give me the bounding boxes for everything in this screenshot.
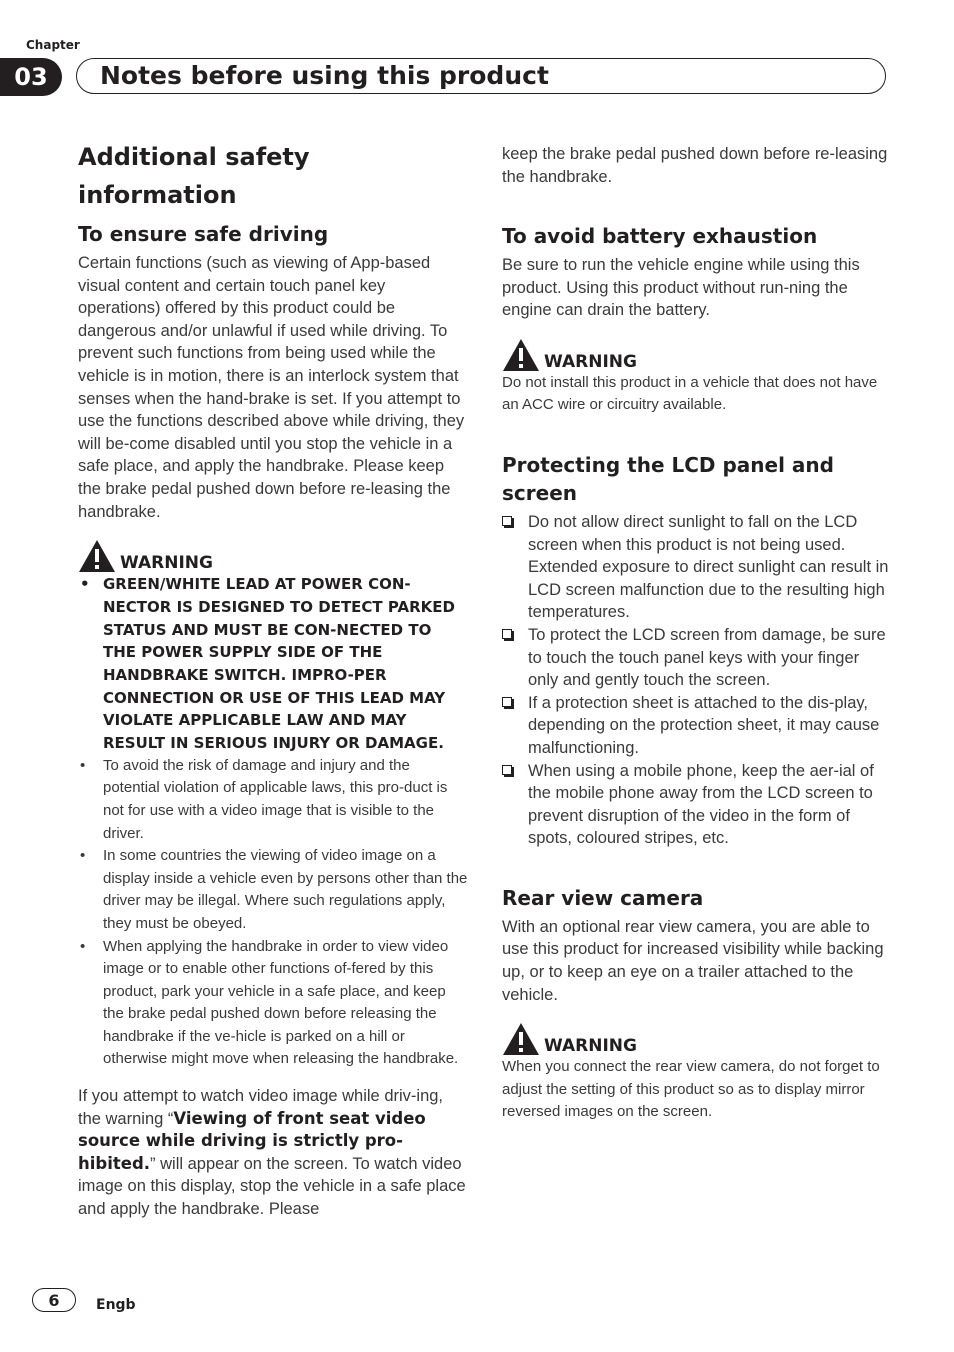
checkbox-bullet-icon [502, 765, 512, 775]
warning-text: When you connect the rear view camera, do not forget to adjust the setting of this product so as to display mirror reversed images on the screen. [502, 1058, 880, 1121]
warning-item: • When applying the handbrake in order to view video image or to enable other functions of-fered by this product, park your vehicle in a safe place, and keep the brake pedal pushed down before releasing the handbrake if the ve-hicle is parked on a hill or otherwise might move when releasing the handbrake. [78, 936, 468, 1072]
chapter-title: Notes before using this product [100, 61, 549, 90]
lcd-checklist [502, 511, 892, 850]
right-column [502, 143, 892, 1124]
paragraph-text: If you attempt to watch video image while driv-ing, the warning “ [78, 1087, 444, 1128]
checklist-item [502, 692, 892, 760]
watch-video-paragraph [78, 1085, 468, 1221]
language-code: Engb [96, 1297, 136, 1313]
warning-triangle-icon [502, 338, 540, 372]
warning-item: • To avoid the risk of damage and injury and the potential violation of applicable laws, this pro-duct is not for use with a video image that is visible to the driver. [78, 755, 468, 845]
warning-triangle-icon [502, 1022, 540, 1056]
warning-title: WARNING [544, 351, 637, 372]
chapter-label: Chapter [26, 38, 80, 52]
warning-message: Viewing of front seat video source while driving is strictly pro-hibited. [78, 1108, 426, 1173]
checkbox-bullet-icon [502, 697, 512, 707]
warning-header [502, 1020, 892, 1056]
checkbox-bullet-icon [502, 629, 512, 639]
left-column [78, 138, 468, 1221]
warning-title: WARNING [120, 553, 213, 574]
checkbox-bullet-icon [502, 516, 512, 526]
subsection-title-safe-driving: To ensure safe driving [78, 222, 329, 246]
checklist-text: To protect the LCD screen from damage, be sure to touch the touch panel keys with your finger only and gently touch the screen. [528, 625, 886, 690]
continuation-paragraph: keep the brake pedal pushed down before re-leasing the handbrake. [502, 145, 888, 186]
safe-driving-paragraph: Certain functions (such as viewing of App-based visual content and certain touch panel key operations) offered by this product could be dangerous and/or unlawful if used while driving. To prevent such functions from being used while the vehicle is in motion, there is an interlock system that senses when the hand-brake is set. If you attempt to use the functions described above while driving, they will be-come disabled until you stop the vehicle in a safe place, and apply the handbrake. Please keep the brake pedal pushed down before re-leasing the handbrake. [78, 254, 465, 521]
subsection-title-camera: Rear view camera [502, 885, 704, 910]
warning-triangle-icon [78, 539, 116, 573]
warning-text: Do not install this product in a vehicle that does not have an ACC wire or circuitry available. [502, 373, 878, 414]
camera-paragraph: With an optional rear view camera, you are able to use this product for increased visibility while backing up, or to keep an eye on a trailer attached to the vehicle. [502, 917, 884, 1004]
checklist-item [502, 760, 892, 850]
warning-item: • In some countries the viewing of video image on a display inside a vehicle even by persons other than the driver may be illegal. Where such regulations apply, they must be obeyed. [78, 845, 468, 935]
chapter-number-badge: 03 [0, 58, 62, 96]
checklist-item [502, 624, 892, 692]
battery-paragraph: Be sure to run the vehicle engine while using this product. Using this product without run-ning the engine can drain the battery. [502, 256, 860, 320]
section-title: Additional safety information [78, 143, 310, 209]
warning-title: WARNING [544, 1036, 637, 1057]
warning-list [78, 573, 468, 1071]
checklist-text: Do not allow direct sunlight to fall on the LCD screen when this product is not being used. Extended exposure to direct sunlight can result in LCD screen malfunction due to the resulting high temperatures. [528, 512, 889, 622]
page-number: 6 [32, 1288, 76, 1312]
warning-header [502, 336, 892, 372]
warning-header [78, 537, 468, 573]
paragraph-text: ” will appear on the screen. To watch video image on this display, stop the vehicle in a safe place and apply the handbrake. Please [78, 1154, 466, 1219]
subsection-title-lcd: Protecting the LCD panel and screen [502, 452, 834, 505]
checklist-item [502, 511, 892, 624]
checklist-text: If a protection sheet is attached to the dis-play, depending on the protection sheet, it may cause malfunctioning. [528, 693, 880, 757]
subsection-title-battery: To avoid battery exhaustion [502, 224, 818, 249]
warning-item: • GREEN/WHITE LEAD AT POWER CON-NECTOR IS DESIGNED TO DETECT PARKED STATUS AND MUST BE CON-NECTED TO THE POWER SUPPLY SIDE OF THE HANDBRAKE SWITCH. IMPRO-PER CONNECTION OR USE OF THIS LEAD MAY VIOLATE APPLICABLE LAW AND MAY RESULT IN SERIOUS INJURY OR DAMAGE. [78, 573, 468, 755]
checklist-text: When using a mobile phone, keep the aer-ial of the mobile phone away from the LCD screen to prevent disruption of the video in the form of spots, coloured stripes, etc. [528, 761, 874, 848]
